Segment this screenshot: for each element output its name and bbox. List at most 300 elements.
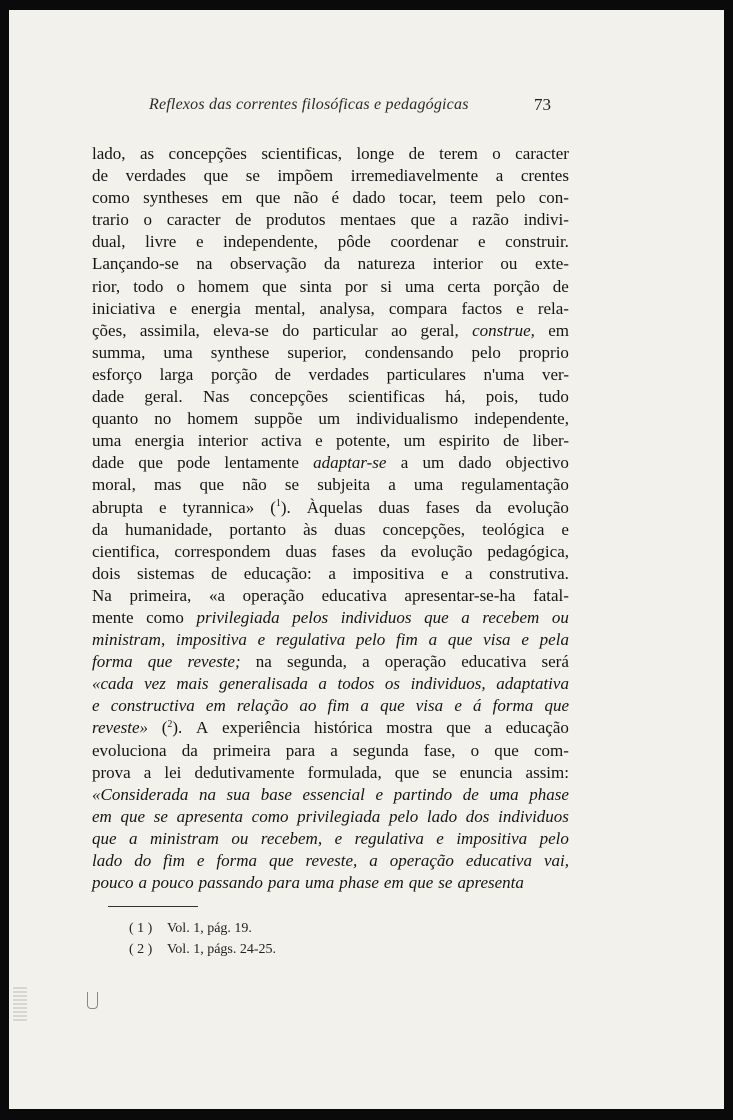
- word: do: [134, 851, 152, 870]
- footnote-text: Vol. 1, págs. 24-25.: [167, 942, 277, 957]
- word: ao: [299, 696, 317, 716]
- word: terem: [439, 144, 478, 163]
- word: uma: [405, 276, 435, 296]
- word: caracter: [515, 144, 569, 163]
- word: os: [384, 674, 401, 694]
- word: n'uma: [483, 364, 525, 384]
- word: «Considerada: [92, 784, 189, 804]
- word: a: [143, 762, 152, 782]
- word: summa,: [92, 342, 146, 362]
- word: uma: [304, 873, 335, 893]
- word: pouco: [152, 873, 194, 893]
- word: que: [380, 696, 405, 716]
- word: verdades: [308, 364, 369, 384]
- word: longe: [356, 144, 395, 163]
- word: pelos: [292, 607, 329, 627]
- footnote-text: Vol. 1, pág. 19.: [167, 921, 252, 936]
- footnote-rule: [108, 906, 198, 907]
- word: dade: [92, 453, 125, 473]
- word: de: [274, 364, 291, 384]
- word: construir.: [505, 232, 569, 252]
- text-line: [92, 740, 569, 762]
- word: adaptativa: [496, 674, 569, 694]
- word: (2).: [161, 718, 183, 738]
- word: primeira: [212, 740, 271, 760]
- word: do: [282, 320, 300, 340]
- word: dade: [92, 387, 125, 407]
- word: privilegiada: [196, 607, 280, 627]
- word: o: [143, 210, 153, 230]
- word: da: [324, 254, 341, 274]
- footnote-mark: ( 1 ): [129, 921, 153, 936]
- word: pela: [539, 630, 569, 650]
- footnote-2: [129, 939, 276, 960]
- running-title: Reflexos das correntes filosóficas e pedagógicas: [149, 96, 469, 113]
- word: segunda,: [286, 652, 347, 672]
- word: de: [503, 431, 520, 451]
- word: a: [400, 453, 409, 473]
- word: ao: [391, 320, 408, 340]
- word: vez: [144, 674, 166, 694]
- word: impõem: [277, 166, 334, 186]
- word: exte-: [534, 254, 569, 274]
- word: a: [330, 740, 338, 760]
- word: uma: [92, 431, 122, 451]
- word: a: [449, 210, 458, 230]
- word: dado: [458, 453, 492, 473]
- word: natureza: [357, 254, 416, 274]
- word: a: [129, 828, 138, 848]
- word: eleva-se: [213, 320, 269, 340]
- word: pouco: [92, 873, 134, 893]
- word: independente,: [223, 232, 319, 252]
- text-line: [92, 298, 569, 320]
- text-line: [92, 519, 569, 541]
- word: como: [251, 806, 289, 826]
- word: pois,: [485, 387, 519, 407]
- word: passando: [198, 873, 263, 893]
- page-header: [9, 96, 724, 120]
- word: mais: [176, 674, 209, 694]
- word: de: [552, 276, 569, 296]
- word: a: [495, 166, 504, 186]
- word: as: [139, 144, 155, 163]
- word: fase,: [423, 740, 456, 760]
- word: espirito: [438, 431, 490, 451]
- word: particulares: [386, 364, 466, 384]
- word: Nas: [202, 387, 230, 407]
- word: moral,: [92, 475, 136, 495]
- word: que: [394, 762, 420, 782]
- text-line: [92, 784, 569, 806]
- word: fatal-: [533, 585, 569, 605]
- margin-mark: [87, 992, 98, 1009]
- word: educativa: [461, 652, 527, 672]
- word: quanto: [92, 409, 139, 429]
- word: cientifica,: [92, 541, 160, 561]
- word: educativa: [321, 585, 387, 605]
- word: da: [380, 541, 397, 561]
- text-line: [92, 872, 569, 894]
- word: sinta: [299, 276, 332, 296]
- word: para: [285, 740, 316, 760]
- word: recebem: [482, 607, 540, 627]
- word: operação: [389, 851, 454, 870]
- word: e: [375, 784, 383, 804]
- word: vai,: [543, 851, 569, 870]
- word: visa: [415, 696, 444, 716]
- word: «a: [208, 585, 225, 605]
- word: geral,: [420, 320, 459, 340]
- word: irremediavelmente: [350, 166, 479, 186]
- word: esforço: [92, 364, 143, 384]
- word: todos: [337, 674, 375, 694]
- word: geral.: [144, 387, 183, 407]
- text-line: [92, 762, 569, 784]
- word: que: [410, 210, 436, 230]
- word: scientificas: [348, 387, 425, 407]
- text-line: [92, 563, 569, 585]
- word: homem: [187, 409, 239, 429]
- word: lado: [426, 806, 458, 826]
- word: evolução: [411, 541, 473, 561]
- word: se: [245, 166, 260, 186]
- word: e: [92, 696, 100, 716]
- word: e: [158, 497, 167, 517]
- word: si: [380, 276, 392, 296]
- text-line: [92, 386, 569, 408]
- word: ver-: [541, 364, 569, 384]
- word: na: [198, 784, 216, 804]
- word: condensando: [364, 342, 454, 362]
- word: assim:: [525, 762, 569, 782]
- word: que: [255, 188, 281, 208]
- word: ministram,: [92, 630, 166, 650]
- word: a: [461, 607, 470, 627]
- word: subjeita: [317, 475, 371, 495]
- word: pelo: [388, 806, 419, 826]
- text-line: [92, 806, 569, 828]
- word: e: [195, 232, 204, 252]
- text-line: [92, 165, 569, 187]
- word: na: [255, 652, 272, 672]
- word: reveste;: [187, 652, 241, 672]
- word: de: [408, 144, 425, 163]
- word: humanidade,: [125, 519, 213, 539]
- text-line: [92, 143, 569, 165]
- word: forma: [492, 696, 534, 716]
- word: ou: [551, 607, 569, 627]
- word: educação:: [243, 563, 312, 583]
- word: no: [154, 409, 172, 429]
- word: reveste»: [92, 718, 149, 738]
- word: uma: [413, 475, 444, 495]
- word: porção: [493, 276, 540, 296]
- text-line: [92, 497, 569, 519]
- word: forma: [92, 652, 133, 672]
- word: operação: [242, 585, 304, 605]
- text-line: [92, 585, 569, 607]
- word: de: [92, 166, 109, 186]
- word: enuncia: [459, 762, 513, 782]
- word: syntheses: [143, 188, 209, 208]
- word: apresenta: [457, 873, 524, 893]
- text-line: [92, 607, 569, 629]
- word: Àquelas: [306, 497, 363, 517]
- word: e: [257, 630, 266, 650]
- text-line: [92, 673, 569, 695]
- text-line: [92, 231, 569, 253]
- word: tocar,: [398, 188, 437, 208]
- word: fim: [163, 851, 185, 870]
- word: liber-: [532, 431, 569, 451]
- word: lentamente: [224, 453, 299, 473]
- word: como: [92, 188, 130, 208]
- word: visa: [483, 630, 511, 650]
- word: lado,: [92, 144, 126, 163]
- word: concepções: [249, 387, 329, 407]
- word: e: [440, 563, 449, 583]
- word: tyrannica»: [182, 497, 255, 517]
- word: e: [521, 630, 529, 650]
- word: observação: [230, 254, 307, 274]
- book-page: [9, 10, 724, 1109]
- text-line: [92, 187, 569, 209]
- word: proprio: [518, 342, 569, 362]
- word: mental,: [254, 298, 306, 318]
- word: um: [318, 409, 341, 429]
- text-line: [92, 452, 569, 474]
- word: iniciativa: [92, 298, 156, 318]
- text-line: [92, 430, 569, 452]
- word: tudo: [538, 387, 569, 407]
- word: ministram: [149, 828, 219, 848]
- word: partindo: [393, 784, 453, 804]
- word: a: [388, 475, 396, 495]
- word: construtiva.: [489, 563, 569, 583]
- word: objectivo: [505, 453, 569, 473]
- word: potente,: [335, 431, 391, 451]
- word: que: [424, 607, 449, 627]
- word: rela-: [537, 298, 569, 318]
- word: energia: [191, 298, 241, 318]
- word: e: [454, 696, 462, 716]
- word: certa: [447, 276, 481, 296]
- word: e: [334, 828, 343, 848]
- word: individuos,: [410, 674, 486, 694]
- word: sua: [226, 784, 251, 804]
- word: em: [548, 320, 569, 340]
- word: não: [242, 475, 267, 495]
- word: primeira,: [129, 585, 192, 605]
- word: livre: [145, 232, 177, 252]
- word: como: [146, 607, 184, 627]
- word: a: [138, 873, 148, 893]
- word: e: [477, 232, 486, 252]
- word: verdades: [125, 166, 187, 186]
- word: educação: [505, 718, 569, 738]
- text-line: [92, 717, 569, 739]
- word: privilegiada: [297, 806, 381, 826]
- word: que: [447, 630, 473, 650]
- word: scientificas,: [261, 144, 343, 163]
- word: a: [328, 563, 336, 583]
- word: Na: [92, 585, 112, 605]
- word: mente: [92, 607, 134, 627]
- text-line: [92, 850, 569, 872]
- word: construe,: [472, 320, 535, 340]
- word: pelo: [471, 342, 501, 362]
- word: fases: [331, 541, 366, 561]
- text-line: [92, 276, 569, 298]
- word: duas: [334, 519, 366, 539]
- word: lei: [164, 762, 182, 782]
- word: regulamentação: [461, 475, 569, 495]
- word: que: [199, 475, 225, 495]
- word: em: [205, 696, 226, 716]
- text-line: [92, 651, 569, 673]
- word: em: [221, 188, 243, 208]
- word: coordenar: [390, 232, 459, 252]
- text-line: [92, 629, 569, 651]
- word: um: [403, 431, 426, 451]
- word: educativa: [465, 851, 532, 870]
- word: a: [360, 696, 369, 716]
- word: formulada,: [307, 762, 382, 782]
- word: abrupta: [92, 497, 143, 517]
- word: e: [561, 519, 569, 539]
- word: superior,: [287, 342, 347, 362]
- word: fim: [327, 696, 350, 716]
- word: o: [492, 144, 501, 163]
- word: fases: [425, 497, 460, 517]
- word: activa: [261, 431, 302, 451]
- word: recebem,: [260, 828, 323, 848]
- word: e: [315, 431, 323, 451]
- word: generalisada: [219, 674, 308, 694]
- text-line: [92, 253, 569, 275]
- word: que: [446, 718, 471, 738]
- word: a: [318, 674, 327, 694]
- word: rior,: [92, 276, 121, 296]
- word: da: [92, 519, 109, 539]
- word: factos: [461, 298, 503, 318]
- word: dedutivamente: [194, 762, 295, 782]
- word: caracter: [166, 210, 221, 230]
- word: mas: [154, 475, 182, 495]
- word: individuos: [498, 806, 569, 826]
- word: essencial: [302, 784, 365, 804]
- word: se: [438, 873, 453, 893]
- word: base: [260, 784, 292, 804]
- word: que: [203, 166, 229, 186]
- word: teem: [449, 188, 483, 208]
- word: (1).: [270, 497, 291, 517]
- word: A: [195, 718, 209, 738]
- word: suppõe: [254, 409, 303, 429]
- word: apresenta: [176, 806, 243, 826]
- word: sistemas: [136, 563, 195, 583]
- word: homem: [198, 276, 250, 296]
- word: a: [362, 652, 370, 672]
- text-line: [92, 828, 569, 850]
- word: que: [268, 851, 294, 870]
- word: a: [369, 851, 378, 870]
- word: pode: [177, 453, 211, 473]
- word: se: [284, 475, 300, 495]
- word: regulativa: [275, 630, 346, 650]
- word: o: [176, 276, 185, 296]
- word: phase: [339, 873, 379, 893]
- word: na: [196, 254, 213, 274]
- word: da: [475, 497, 492, 517]
- word: pelo: [496, 188, 526, 208]
- text-line: [92, 474, 569, 496]
- word: evolução: [507, 497, 569, 517]
- word: fim: [396, 630, 418, 650]
- footnotes: [129, 918, 276, 960]
- word: por: [344, 276, 368, 296]
- footnote-1: [129, 918, 276, 939]
- word: mentaes: [340, 210, 396, 230]
- word: ou: [500, 254, 518, 274]
- word: será: [541, 652, 569, 672]
- word: que: [147, 652, 173, 672]
- page-number: 73: [534, 95, 551, 114]
- word: uma: [163, 342, 193, 362]
- word: a: [464, 563, 473, 583]
- text-line: [92, 209, 569, 231]
- word: adaptar-se: [313, 453, 387, 473]
- word: e: [196, 851, 205, 870]
- word: que: [494, 740, 519, 760]
- word: de: [211, 563, 228, 583]
- edge-stain: [13, 985, 27, 1021]
- word: individuos: [340, 607, 412, 627]
- word: particular: [312, 320, 378, 340]
- body-text: [92, 143, 569, 894]
- word: com-: [533, 740, 569, 760]
- word: prova: [92, 762, 131, 782]
- word: impositiva: [456, 828, 528, 848]
- word: dado: [352, 188, 386, 208]
- word: larga: [159, 364, 194, 384]
- word: synthese: [210, 342, 270, 362]
- text-line: [92, 408, 569, 430]
- word: indivi-: [523, 210, 569, 230]
- word: ções,: [92, 320, 127, 340]
- word: lado: [92, 851, 123, 870]
- word: da: [181, 740, 198, 760]
- word: um: [422, 453, 445, 473]
- word: em: [92, 806, 112, 826]
- word: dual,: [92, 232, 126, 252]
- word: regulativa: [354, 828, 424, 848]
- word: Lançando-se: [92, 254, 179, 274]
- word: há,: [445, 387, 466, 407]
- word: uma: [489, 784, 519, 804]
- word: para: [267, 873, 300, 893]
- word: compara: [388, 298, 448, 318]
- word: relação: [236, 696, 289, 716]
- word: a: [428, 630, 438, 650]
- word: energia: [134, 431, 185, 451]
- word: concepções: [168, 144, 247, 163]
- word: trario: [92, 210, 129, 230]
- word: á: [473, 696, 482, 716]
- word: dos: [465, 806, 490, 826]
- word: duas: [285, 541, 317, 561]
